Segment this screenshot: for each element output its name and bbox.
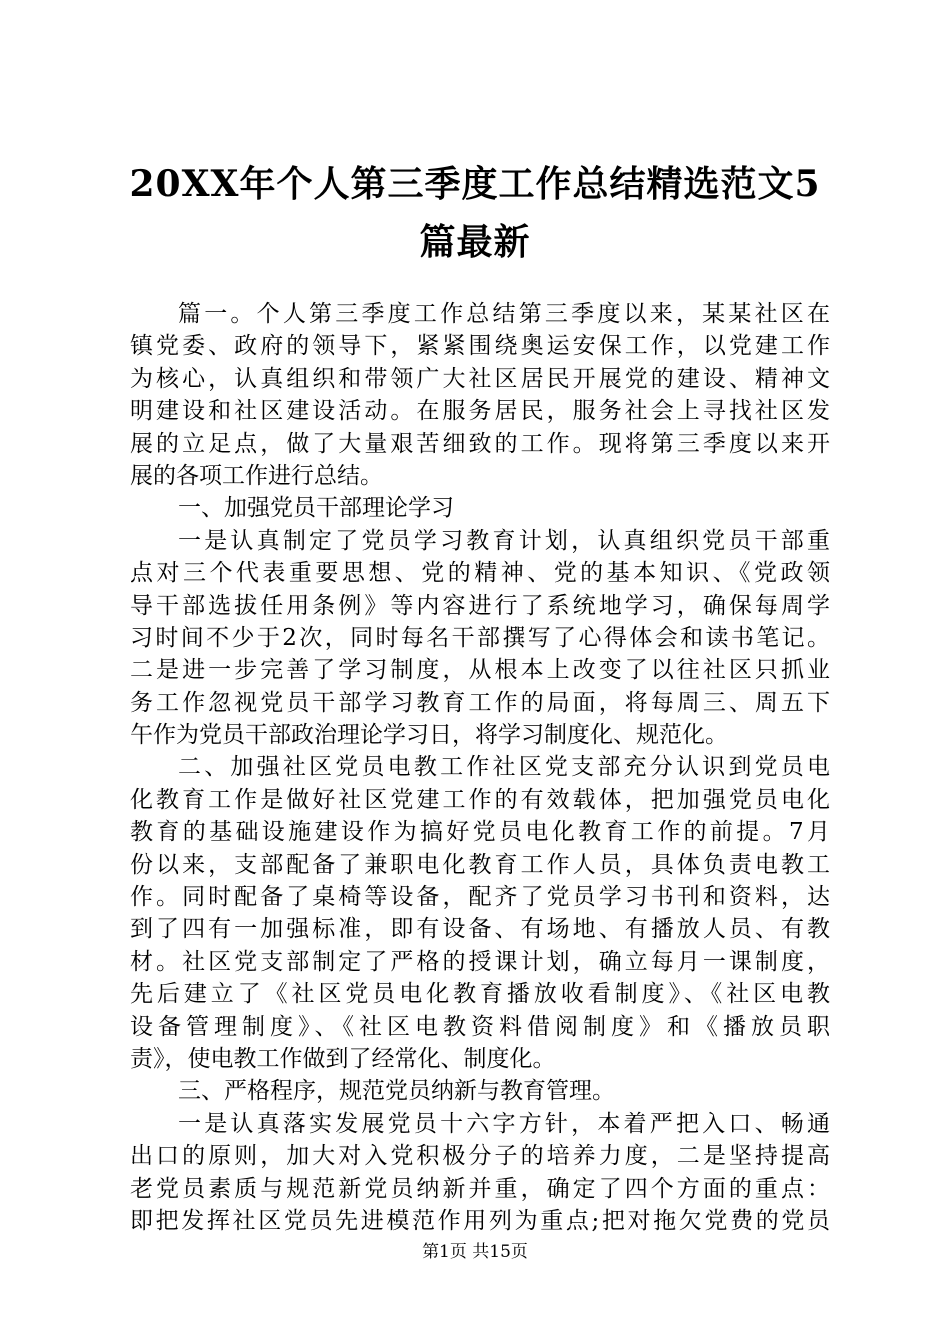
body-line: 责》，使电教工作做到了经常化、制度化。 bbox=[130, 1045, 556, 1072]
body-line: 三、严格程序，规范党员纳新与教育管理。 bbox=[178, 1078, 615, 1105]
document-title: 20XX年个人第三季度工作总结精选范文5篇最新 bbox=[129, 163, 821, 263]
body-line: 老党员素质与规范新党员纳新并重，确定了四个方面的重点： bbox=[130, 1175, 830, 1202]
body-line: 明建设和社区建设活动。在服务居民，服务社会上寻找社区发 bbox=[130, 398, 830, 425]
body-line: 教育的基础设施建设作为搞好党员电化教育工作的前提。7月 bbox=[130, 819, 830, 846]
body-line: 为核心，认真组织和带领广大社区居民开展党的建设、精神文 bbox=[130, 365, 830, 392]
body-line: 即把发挥社区党员先进模范作用列为重点;把对拖欠党费的党员 bbox=[130, 1207, 830, 1234]
body-line: 二、加强社区党员电教工作社区党支部充分认识到党员电 bbox=[178, 754, 830, 781]
body-line: 展的立足点，做了大量艰苦细致的工作。现将第三季度以来开 bbox=[130, 430, 830, 457]
body-line: 到了四有一加强标准，即有设备、有场地、有播放人员、有教 bbox=[130, 916, 830, 943]
body-line: 二是进一步完善了学习制度，从根本上改变了以往社区只抓业 bbox=[130, 657, 830, 684]
body-line: 一是认真落实发展党员十六字方针，本着严把入口、畅通 bbox=[178, 1110, 830, 1137]
body-line: 务工作忽视党员干部学习教育工作的局面，将每周三、周五下 bbox=[130, 689, 830, 716]
body-line: 展的各项工作进行总结。 bbox=[130, 462, 383, 489]
body-line: 点对三个代表重要思想、党的精神、党的基本知识、《党政领 bbox=[130, 560, 830, 587]
body-line: 份以来，支部配备了兼职电化教育工作人员，具体负责电教工 bbox=[130, 851, 830, 878]
body-line: 习时间不少于2次，同时每名干部撰写了心得体会和读书笔记。 bbox=[130, 624, 830, 651]
body-line: 材。社区党支部制定了严格的授课计划，确立每月一课制度， bbox=[130, 948, 830, 975]
body-line: 一是认真制定了党员学习教育计划，认真组织党员干部重 bbox=[178, 527, 830, 554]
body-line: 化教育工作是做好社区党建工作的有效载体，把加强党员电化 bbox=[130, 786, 830, 813]
page-footer: 第1页 共15页 bbox=[422, 1242, 528, 1262]
body-line: 先后建立了《社区党员电化教育播放收看制度》、《社区电教 bbox=[130, 981, 830, 1008]
body-line: 导干部选拔任用条例》等内容进行了系统地学习，确保每周学 bbox=[130, 592, 830, 619]
body-line: 午作为党员干部政治理论学习日，将学习制度化、规范化。 bbox=[130, 722, 728, 749]
body-line: 设备管理制度》、《社区电教资料借阅制度》和《播放员职 bbox=[130, 1013, 830, 1040]
body-line: 一、加强党员干部理论学习 bbox=[178, 495, 454, 522]
document-body bbox=[130, 298, 830, 1237]
body-line: 作。同时配备了桌椅等设备，配齐了党员学习书刊和资料，达 bbox=[130, 884, 830, 911]
body-line: 镇党委、政府的领导下，紧紧围绕奥运安保工作，以党建工作 bbox=[130, 333, 830, 360]
body-line: 出口的原则，加大对入党积极分子的培养力度，二是坚持提高 bbox=[130, 1143, 830, 1170]
body-line: 篇一。个人第三季度工作总结第三季度以来，某某社区在 bbox=[178, 301, 830, 327]
